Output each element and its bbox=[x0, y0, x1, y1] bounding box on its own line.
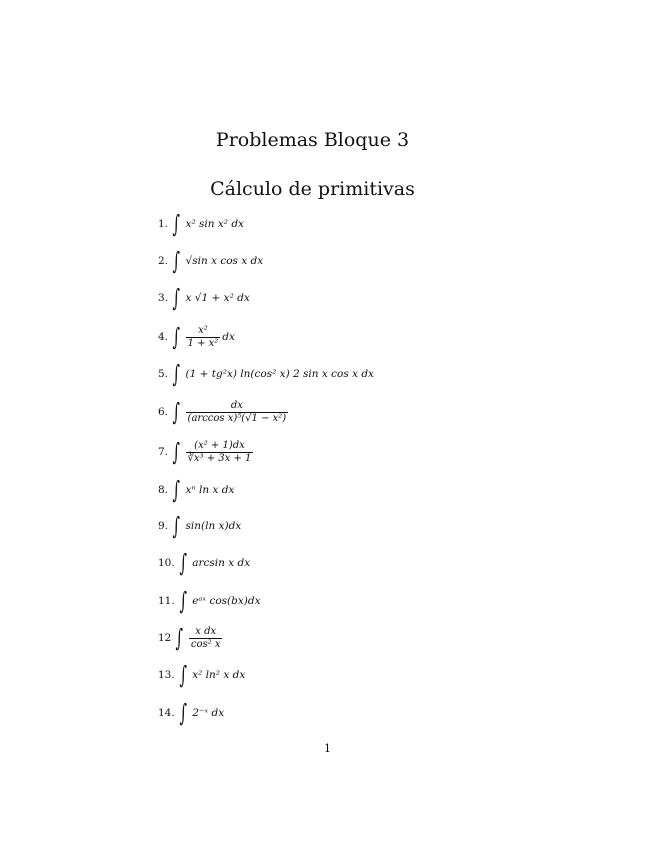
problem-expression: √sin x cos x dx bbox=[185, 255, 264, 267]
integral-sign: ∫ bbox=[172, 512, 181, 540]
problem-item bbox=[158, 473, 234, 507]
problem-item bbox=[158, 621, 224, 655]
integral-sign: ∫ bbox=[179, 587, 187, 615]
problem-expression: x² ln² x dx bbox=[192, 669, 246, 681]
problem-number: 14. bbox=[158, 707, 175, 719]
integral-sign: ∫ bbox=[172, 360, 181, 388]
fraction-numerator: x² bbox=[198, 324, 208, 336]
problem-number: 9. bbox=[158, 520, 169, 532]
problem-number: 8. bbox=[158, 484, 169, 496]
document-subtitle: Cálculo de primitivas bbox=[210, 178, 415, 200]
document-title: Problemas Bloque 3 bbox=[215, 129, 410, 151]
fraction-denominator: ∛x³ + 3x + 1 bbox=[187, 452, 252, 464]
problem-number: 2. bbox=[158, 255, 169, 267]
integral-sign: ∫ bbox=[172, 284, 181, 312]
problem-item bbox=[158, 320, 235, 354]
integral-sign: ∫ bbox=[179, 699, 187, 727]
integral-sign: ∫ bbox=[172, 210, 181, 238]
problem-expression: sin(ln x)dx bbox=[185, 520, 242, 532]
problem-item bbox=[158, 546, 250, 580]
fraction bbox=[186, 400, 289, 425]
problem-number: 1. bbox=[158, 218, 169, 230]
problem-expression: arcsin x dx bbox=[192, 557, 251, 569]
problem-expression: x² sin x² dx bbox=[185, 218, 244, 230]
fraction bbox=[186, 325, 221, 350]
fraction bbox=[189, 626, 223, 651]
fraction-denominator: cos² x bbox=[190, 638, 221, 650]
fraction-numerator: dx bbox=[230, 399, 243, 411]
problem-number: 4. bbox=[158, 331, 169, 343]
problem-item bbox=[158, 435, 255, 469]
problem-number: 11. bbox=[158, 595, 175, 607]
problem-expression: eᵃˣ cos(bx)dx bbox=[192, 595, 261, 607]
problem-item bbox=[158, 696, 224, 730]
fraction-numerator: (x² + 1)dx bbox=[194, 439, 245, 451]
differential: dx bbox=[222, 331, 235, 343]
integral-sign: ∫ bbox=[172, 476, 181, 504]
problem-item bbox=[158, 658, 245, 692]
problem-item bbox=[158, 509, 241, 543]
integral-sign: ∫ bbox=[172, 398, 181, 426]
problem-number: 10. bbox=[158, 557, 175, 569]
problem-number: 7. bbox=[158, 446, 169, 458]
problem-item bbox=[158, 281, 250, 315]
problem-item bbox=[158, 357, 374, 391]
problem-number: 12 bbox=[158, 632, 172, 644]
fraction-denominator: (arccos x)⁵(√1 − x²) bbox=[187, 412, 287, 424]
problem-item bbox=[158, 584, 261, 618]
fraction bbox=[186, 440, 254, 465]
integral-sign: ∫ bbox=[179, 549, 187, 577]
problem-number: 6. bbox=[158, 406, 169, 418]
fraction-numerator: x dx bbox=[195, 625, 217, 637]
integral-sign: ∫ bbox=[172, 323, 181, 351]
integral-sign: ∫ bbox=[172, 438, 181, 466]
problem-number: 13. bbox=[158, 669, 175, 681]
fraction-denominator: 1 + x² bbox=[187, 337, 219, 349]
page-number: 1 bbox=[324, 742, 331, 755]
problem-item bbox=[158, 395, 290, 429]
problem-expression: x √1 + x² dx bbox=[185, 292, 250, 304]
problem-number: 5. bbox=[158, 368, 169, 380]
integral-sign: ∫ bbox=[172, 247, 181, 275]
problem-item bbox=[158, 244, 263, 278]
problem-expression: 2⁻ˣ dx bbox=[192, 707, 225, 719]
problem-item bbox=[158, 207, 244, 241]
problem-expression: xⁿ ln x dx bbox=[185, 484, 235, 496]
integral-sign: ∫ bbox=[179, 661, 187, 689]
problem-number: 3. bbox=[158, 292, 169, 304]
integral-sign: ∫ bbox=[175, 624, 184, 652]
problem-expression: (1 + tg²x) ln(cos² x) 2 sin x cos x dx bbox=[185, 368, 374, 380]
